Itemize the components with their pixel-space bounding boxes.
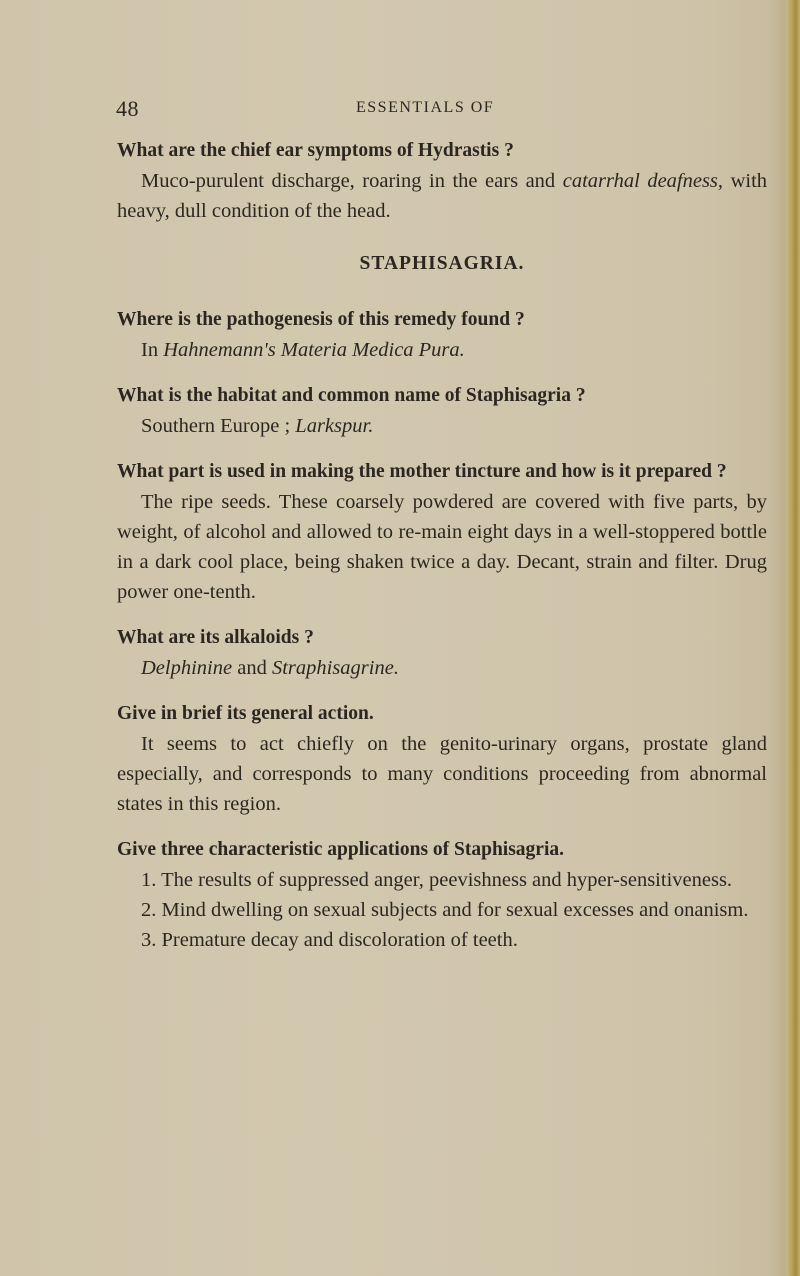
answer-habitat: [117, 411, 767, 441]
answer-italic: catarrhal deafness,: [562, 170, 724, 192]
answer-pathogenesis: [117, 335, 767, 365]
application-item-1: 1. The results of suppressed anger, peevishness and hyper-sensitiveness.: [141, 869, 733, 891]
answer-italic: Larkspur.: [295, 415, 374, 437]
answer-text: Muco-purulent discharge, roaring in the ears and: [141, 170, 556, 192]
question-alkaloids: What are its alkaloids ?: [117, 627, 314, 648]
answer-general-action: It seems to act chiefly on the genito-urinary organs, prostate gland especially, and corresponds to many conditions proceeding from abnormal states in this region.: [117, 733, 767, 815]
answer-italic: Delphinine: [141, 657, 233, 679]
page-edge: [786, 0, 800, 1276]
page-content: [117, 136, 767, 955]
question-pathogenesis: Where is the pathogenesis of this remedy found ?: [117, 309, 525, 330]
answer-italic: Straphisagrine.: [271, 657, 399, 679]
page-header: [0, 96, 800, 126]
question-hydrastis-ear: What are the chief ear symptoms of Hydrastis ?: [117, 140, 514, 161]
answer-alkaloids: [117, 653, 767, 683]
application-item-2: 2. Mind dwelling on sexual subjects and for sexual excesses and onanism.: [141, 899, 749, 921]
answer-text: and: [232, 657, 272, 679]
section-title: STAPHISAGRIA.: [359, 253, 525, 274]
question-tincture: What part is used in making the mother tincture and how is it prepared ?: [117, 461, 727, 482]
answer-text: with heavy, dull condition of the head.: [117, 170, 768, 222]
answer-text: Southern Europe ;: [141, 415, 296, 437]
question-habitat: What is the habitat and common name of Staphisagria ?: [117, 385, 586, 406]
answer-text: In: [141, 339, 164, 361]
answer-hydrastis-ear: [117, 166, 767, 226]
running-head: ESSENTIALS OF: [356, 99, 495, 116]
application-item-3: 3. Premature decay and discoloration of teeth.: [141, 929, 518, 951]
question-general-action: Give in brief its general action.: [117, 703, 374, 724]
question-applications: Give three characteristic applications of Staphisagria.: [117, 839, 565, 860]
answer-tincture: The ripe seeds. These coarsely powdered are covered with five parts, by weight, of alcohol and allowed to re-main eight days in a well-stoppered bottle in a dark cool place, being shaken twice a day. Decant, strain and filter. Drug power one-tenth.: [117, 491, 767, 603]
page-number: 48: [116, 96, 139, 121]
answer-italic: Hahnemann's Materia Medica Pura.: [163, 339, 465, 361]
